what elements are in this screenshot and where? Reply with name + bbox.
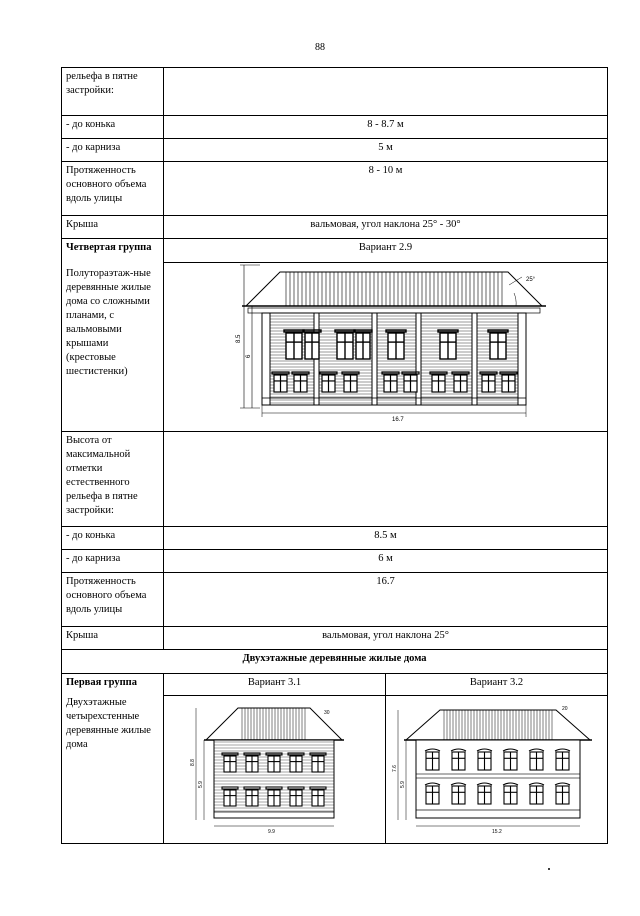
variant-2-9-label: Вариант 2.9 bbox=[358, 242, 413, 253]
group4-title: Четвертая группа bbox=[66, 242, 152, 253]
ridge2-value: 8.5 м bbox=[164, 527, 608, 550]
height-eave-label-3-1: 5.9 bbox=[198, 781, 204, 788]
angle-label: 25° bbox=[526, 277, 536, 283]
height-total-label-3-1: 8.8 bbox=[190, 759, 196, 766]
variant-3-1-label: Вариант 3.1 bbox=[247, 677, 302, 688]
page-number: 88 bbox=[315, 42, 325, 53]
ridge-label: - до конька bbox=[62, 116, 164, 139]
house-elevation-3-1 bbox=[164, 696, 384, 836]
length2-label: Протяженность основного объема вдоль улицы bbox=[62, 573, 164, 627]
height-eave-label: 6 bbox=[246, 354, 252, 358]
variant-3-2-cell bbox=[386, 674, 608, 844]
group4-description: Полутораэтаж-ные деревянные жилые дома со сложными планами, с вальмовыми крышами (крестовые шестистенки) bbox=[66, 268, 151, 377]
variant-2-9-cell bbox=[164, 239, 608, 432]
terrain-label: рельефа в пятне застройки: bbox=[62, 68, 164, 116]
length2-value: 16.7 bbox=[164, 573, 608, 627]
house-elevation-3-2 bbox=[386, 696, 606, 836]
roof-label: Крыша bbox=[62, 216, 164, 239]
height-total-label: 8.5 bbox=[236, 334, 242, 343]
terrain-value bbox=[164, 68, 608, 116]
eave2-label: - до карниза bbox=[62, 550, 164, 573]
length-value: 8 - 10 м bbox=[164, 162, 608, 216]
eave-value: 5 м bbox=[164, 139, 608, 162]
height-value bbox=[164, 432, 608, 527]
width-label-3-2: 15.2 bbox=[492, 829, 502, 835]
scan-speck bbox=[548, 868, 550, 870]
house-elevation-2-9 bbox=[164, 263, 608, 423]
height-total-label-3-2: 7.6 bbox=[392, 765, 398, 772]
eave-label: - до карниза bbox=[62, 139, 164, 162]
width-label: 16.7 bbox=[392, 417, 404, 423]
group1-title: Первая группа bbox=[66, 677, 137, 688]
height-label: Высота от максимальной отметки естественного рельефа в пятне застройки: bbox=[62, 432, 164, 527]
variant-3-1-cell bbox=[164, 674, 386, 844]
variant-3-2-label: Вариант 3.2 bbox=[469, 677, 524, 688]
roof-value: вальмовая, угол наклона 25° - 30° bbox=[164, 216, 608, 239]
roof2-value: вальмовая, угол наклона 25° bbox=[164, 627, 608, 650]
group4-cell bbox=[62, 239, 164, 432]
roof2-label: Крыша bbox=[62, 627, 164, 650]
specification-table bbox=[61, 67, 608, 844]
height-eave-label-3-2: 5.9 bbox=[400, 781, 406, 788]
width-label-3-1: 9.9 bbox=[268, 829, 275, 835]
group1-description: Двухэтажные четырехстенные деревянные жилые дома bbox=[66, 697, 151, 750]
length-label: Протяженность основного объема вдоль улицы bbox=[62, 162, 164, 216]
eave2-value: 6 м bbox=[164, 550, 608, 573]
ridge2-label: - до конька bbox=[62, 527, 164, 550]
section-title: Двухэтажные деревянные жилые дома bbox=[62, 650, 608, 674]
angle-label-3-2: 20 bbox=[562, 706, 568, 712]
ridge-value: 8 - 8.7 м bbox=[164, 116, 608, 139]
angle-label-3-1: 30 bbox=[324, 710, 330, 716]
group1-cell bbox=[62, 674, 164, 844]
